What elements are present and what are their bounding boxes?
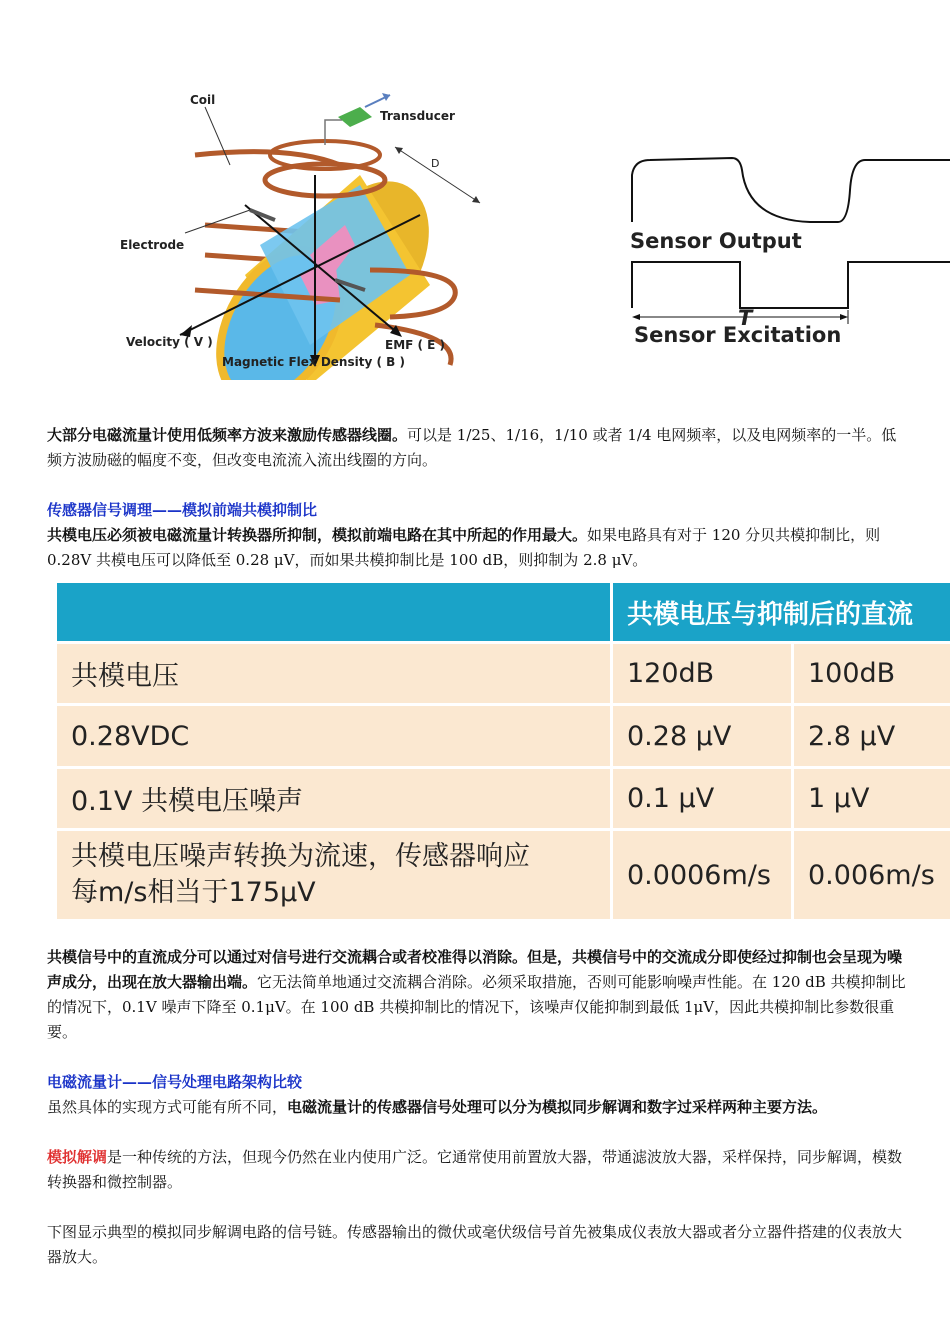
paragraph-excitation-text: 可以是 1/25、1/16，1/10 或者 1/4 电网频率，以及电网频率的一半。低频方波励磁的幅度不变，但改变电流流入流出线圈的方向。	[47, 426, 897, 469]
table-header-title: 共模电压与抑制后的直流	[613, 583, 950, 641]
table-cell-label: 0.28VDC	[57, 706, 610, 766]
paragraph-signal-chain	[47, 1220, 907, 1270]
emf-label: EMF ( E )	[385, 338, 446, 352]
table-header-row	[57, 583, 950, 641]
coil-label: Coil	[190, 93, 216, 107]
table-row	[57, 644, 950, 703]
section-heading-architecture: 电磁流量计——信号处理电路架构比较	[47, 1073, 303, 1091]
paragraph-architecture	[47, 1095, 907, 1120]
section-heading-cmrr: 传感器信号调理——模拟前端共模抑制比	[47, 501, 318, 519]
cmrr-table	[57, 583, 950, 919]
paragraph-excitation-bold: 大部分电磁流量计使用低频率方波来激励传感器线圈。	[47, 426, 408, 444]
paragraph-analog-demod	[47, 1145, 907, 1195]
table-row	[57, 706, 950, 766]
paragraph-architecture-bold: 电磁流量计的传感器信号处理可以分为模拟同步解调和数字过采样两种主要方法。	[287, 1098, 828, 1116]
velocity-label: Velocity ( V )	[126, 335, 213, 349]
waveform-diagram	[620, 140, 950, 355]
table-cell-120db: 0.28 μV	[613, 706, 791, 766]
table-cell-label: 0.1V 共模电压噪声	[57, 769, 610, 828]
flowmeter-diagram	[110, 85, 490, 380]
table-row	[57, 831, 950, 919]
table-cell-label: 共模电压	[57, 644, 610, 703]
paragraph-signal-chain-text: 下图显示典型的模拟同步解调电路的信号链。传感器输出的微伏或毫伏级信号首先被集成仪表放大器或者分立器件搭建的仪表放大器放大。	[47, 1223, 903, 1266]
paragraph-cmrr-text: 如果电路具有对于 120 分贝共模抑制比，则 0.28V 共模电压可以降低至 0.28 μV，而如果共模抑制比是 100 dB，则抑制为 2.8 μV。	[47, 526, 881, 569]
table-cell-100db: 0.006m/s	[794, 831, 950, 919]
table-cell-120db: 0.0006m/s	[613, 831, 791, 919]
table-cell-120db: 120dB	[613, 644, 791, 703]
sensor-output-label: Sensor Output	[630, 229, 802, 253]
paragraph-cmrr	[47, 523, 907, 573]
sensor-excitation-label: Sensor Excitation	[634, 323, 842, 347]
paragraph-cmrr-bold: 共模电压必须被电磁流量计转换器所抑制，模拟前端电路在其中所起的作用最大。	[47, 526, 588, 544]
paragraph-ac-noise	[47, 945, 907, 1045]
paragraph-ac-noise-bold: 共模信号中的直流成分可以通过对信号进行交流耦合或者校准得以消除。但是，共模信号中的交流成分即使经过抑制也会呈现为噪声成分，出现在放大器输出端。	[47, 948, 903, 991]
paragraph-ac-noise-text: 它无法简单地通过交流耦合消除。必须采取措施，否则可能影响噪声性能。在 120 dB 共模抑制比的情况下，0.1V 噪声下降至 0.1μV。在 100 dB 共模抑制比的情况下，该噪声仅能抑制到最低 1μV，因此共模抑制比参数很重要。	[47, 973, 906, 1041]
analog-demod-highlight: 模拟解调	[47, 1148, 108, 1166]
transducer-label: Transducer	[380, 109, 455, 123]
table-row	[57, 769, 950, 828]
table-cell-label: 共模电压噪声转换为流速，传感器响应 每m/s相当于175μV	[57, 831, 610, 919]
table-cell-100db: 100dB	[794, 644, 950, 703]
paragraph-analog-demod-text: 是一种传统的方法，但现今仍然在业内使用广泛。它通常使用前置放大器，带通滤波放大器，采样保持，同步解调，模数转换器和微控制器。	[47, 1148, 903, 1191]
magnetic-flux-label: Magnetic Flex Density ( B )	[222, 355, 405, 369]
paragraph-excitation	[47, 423, 907, 473]
period-label: T	[738, 306, 753, 330]
paragraph-architecture-text: 虽然具体的实现方式可能有所不同，	[47, 1098, 288, 1116]
table-header-empty	[57, 583, 610, 641]
table-cell-100db: 2.8 μV	[794, 706, 950, 766]
table-cell-100db: 1 μV	[794, 769, 950, 828]
diameter-label: D	[431, 157, 440, 170]
electrode-label: Electrode	[120, 238, 185, 252]
table-cell-120db: 0.1 μV	[613, 769, 791, 828]
